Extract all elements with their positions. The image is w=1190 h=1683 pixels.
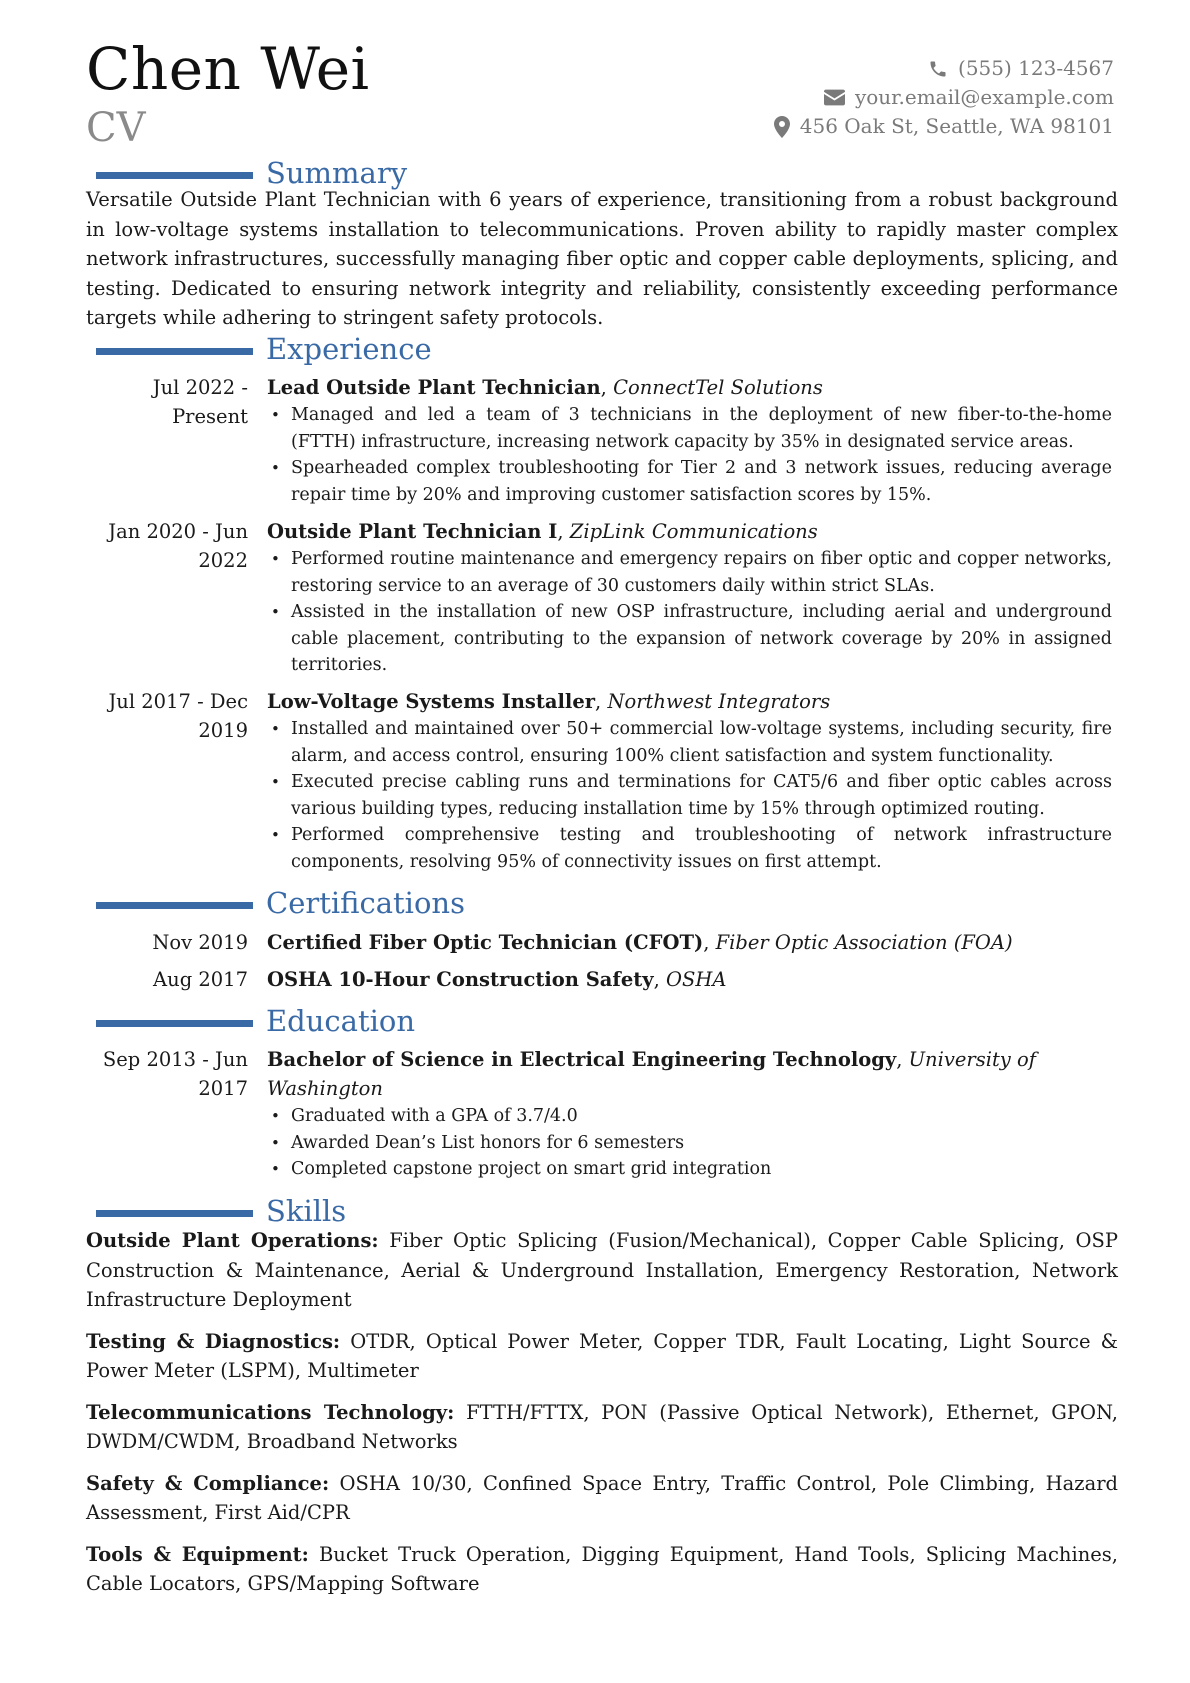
- skills-list: [86, 1226, 1118, 1611]
- section-divider-bar: [96, 1020, 253, 1027]
- entry-title: Low-Voltage Systems Installer, Northwest Integrators: [267, 690, 831, 713]
- certifications-section-header: [96, 885, 1116, 921]
- section-title-experience: Experience: [266, 332, 432, 366]
- section-divider-bar: [96, 902, 253, 909]
- skill-label: Telecommunications Technology:: [86, 1400, 455, 1424]
- entry-title: Lead Outside Plant Technician, ConnectTel Solutions: [267, 376, 823, 399]
- employer: Northwest Integrators: [607, 690, 831, 713]
- bullet-item: • Managed and led a team of 3 technicians in the deployment of new fiber-to-the-home (FTTH) infrastructure, increasing network capacity by 35% in designated service areas.: [291, 402, 1112, 455]
- degree-name: Bachelor of Science in Electrical Engineering Technology: [267, 1048, 897, 1071]
- skill-label: Safety & Compliance:: [86, 1471, 330, 1495]
- bullet-item: • Installed and maintained over 50+ commercial low-voltage systems, including security, fire alarm, and access control, ensuring 100% client satisfaction and system functionality.: [291, 716, 1112, 769]
- employer: ZipLink Communications: [569, 520, 818, 543]
- bullet-item: • Performed comprehensive testing and troubleshooting of network infrastructure components, resolving 95% of connectivity issues on first attempt.: [291, 822, 1112, 875]
- job-role: Lead Outside Plant Technician: [267, 376, 601, 399]
- bullet-item: • Awarded Dean’s List honors for 6 semesters: [291, 1130, 1112, 1157]
- bullet-item: • Performed routine maintenance and emergency repairs on fiber optic and copper networks, restoring service to an average of 30 customers daily within strict SLAs.: [291, 546, 1112, 599]
- entry-date: Aug 2017: [153, 968, 248, 991]
- school-name: University of Washington: [267, 1048, 1036, 1100]
- skill-category: [86, 1540, 1118, 1599]
- skill-value: Fiber Optic Splicing (Fusion/Mechanical), Copper Cable Splicing, OSP Construction & Maintenance, Aerial & Underground Installation, Emergency Restoration, Network Infrastructure Deployment: [86, 1229, 1118, 1311]
- skill-label: Tools & Equipment:: [86, 1542, 309, 1566]
- section-title-skills: Skills: [266, 1194, 347, 1228]
- bullet-item: • Assisted in the installation of new OSP infrastructure, including aerial and underground cable placement, contributing to the expansion of network coverage by 20% in assigned territories.: [291, 599, 1112, 679]
- entry-title: Certified Fiber Optic Technician (CFOT), Fiber Optic Association (FOA): [267, 931, 1013, 954]
- employer: ConnectTel Solutions: [613, 376, 823, 399]
- entry-title: Outside Plant Technician I, ZipLink Communications: [267, 520, 818, 543]
- job-role: Low-Voltage Systems Installer: [267, 690, 596, 713]
- certification-issuer: Fiber Optic Association (FOA): [715, 931, 1013, 954]
- summary-text: Versatile Outside Plant Technician with 6 years of experience, transitioning from a robust background in low-voltage systems installation to telecommunications. Proven ability to rapidly master complex network infrastructures, successfully managing fiber optic and copper cable deployments, splicing, and testing. Dedicated to ensuring network integrity and reliability, consistently exceeding performance targets while adhering to stringent safety protocols.: [86, 188, 1118, 329]
- phone-number: (555) 123-4567: [958, 56, 1114, 80]
- education-section-header: [96, 1003, 1116, 1039]
- bullet-item: • Executed precise cabling runs and terminations for CAT5/6 and fiber optic cables across various building types, reducing installation time by 15% through optimized routing.: [291, 769, 1112, 822]
- contact-email[interactable]: [774, 83, 1114, 112]
- skill-value: FTTH/FTTX, PON (Passive Optical Network), Ethernet, GPON, DWDM/CWDM, Broadband Networks: [86, 1400, 1118, 1453]
- envelope-icon: [824, 89, 845, 106]
- entry-date: Jan 2020 - Jun 2022: [108, 520, 248, 572]
- skills-section-header: [96, 1193, 1116, 1229]
- candidate-name: Chen Wei: [86, 35, 370, 103]
- skill-value: OSHA 10/30, Confined Space Entry, Traffic Control, Pole Climbing, Hazard Assessment, First Aid/CPR: [86, 1471, 1119, 1524]
- skill-category: [86, 1226, 1118, 1315]
- certification-name: Certified Fiber Optic Technician (CFOT): [267, 931, 704, 954]
- street-address: 456 Oak St, Seattle, WA 98101: [799, 114, 1114, 138]
- bullet-item: • Graduated with a GPA of 3.7/4.0: [291, 1103, 1112, 1130]
- entry-date: Jul 2022 - Present: [152, 376, 248, 428]
- section-divider-bar: [96, 348, 253, 355]
- skill-category: [86, 1469, 1118, 1528]
- entry-date: Sep 2013 - Jun 2017: [102, 1048, 248, 1100]
- skill-value: Bucket Truck Operation, Digging Equipment, Hand Tools, Splicing Machines, Cable Locators, GPS/Mapping Software: [86, 1542, 1118, 1595]
- section-title-summary: Summary: [266, 156, 408, 190]
- email-address: your.email@example.com: [854, 85, 1114, 109]
- bullet-item: • Completed capstone project on smart grid integration: [291, 1156, 1112, 1183]
- section-title-certifications: Certifications: [266, 886, 465, 920]
- section-divider-bar: [96, 172, 253, 179]
- document-type: CV: [86, 105, 146, 151]
- phone-icon: [928, 59, 948, 79]
- job-role: Outside Plant Technician I: [267, 520, 558, 543]
- entry-title: Bachelor of Science in Electrical Engineering Technology, University of Washington: [267, 1048, 1036, 1100]
- section-divider-bar: [96, 1210, 253, 1217]
- skill-label: Outside Plant Operations:: [86, 1229, 379, 1252]
- section-title-education: Education: [266, 1004, 416, 1038]
- certification-issuer: OSHA: [665, 968, 727, 991]
- skill-category: [86, 1327, 1118, 1386]
- bullet-item: • Spearheaded complex troubleshooting for Tier 2 and 3 network issues, reducing average repair time by 20% and improving customer satisfaction scores by 15%.: [291, 455, 1112, 508]
- skill-value: OTDR, Optical Power Meter, Copper TDR, Fault Locating, Light Source & Power Meter (LSPM), Multimeter: [86, 1329, 1118, 1382]
- contact-phone[interactable]: [774, 54, 1114, 83]
- experience-section-header: [96, 331, 1116, 367]
- entry-date: Nov 2019: [152, 931, 248, 954]
- entry-date: Jul 2017 - Dec 2019: [108, 690, 248, 742]
- entry-title: OSHA 10-Hour Construction Safety, OSHA: [267, 968, 727, 991]
- skill-label: Testing & Diagnostics:: [86, 1329, 341, 1353]
- contact-info: [774, 54, 1114, 141]
- map-marker-icon: [774, 116, 790, 138]
- skill-category: [86, 1398, 1118, 1457]
- certification-name: OSHA 10-Hour Construction Safety: [267, 968, 654, 991]
- contact-address: [774, 112, 1114, 141]
